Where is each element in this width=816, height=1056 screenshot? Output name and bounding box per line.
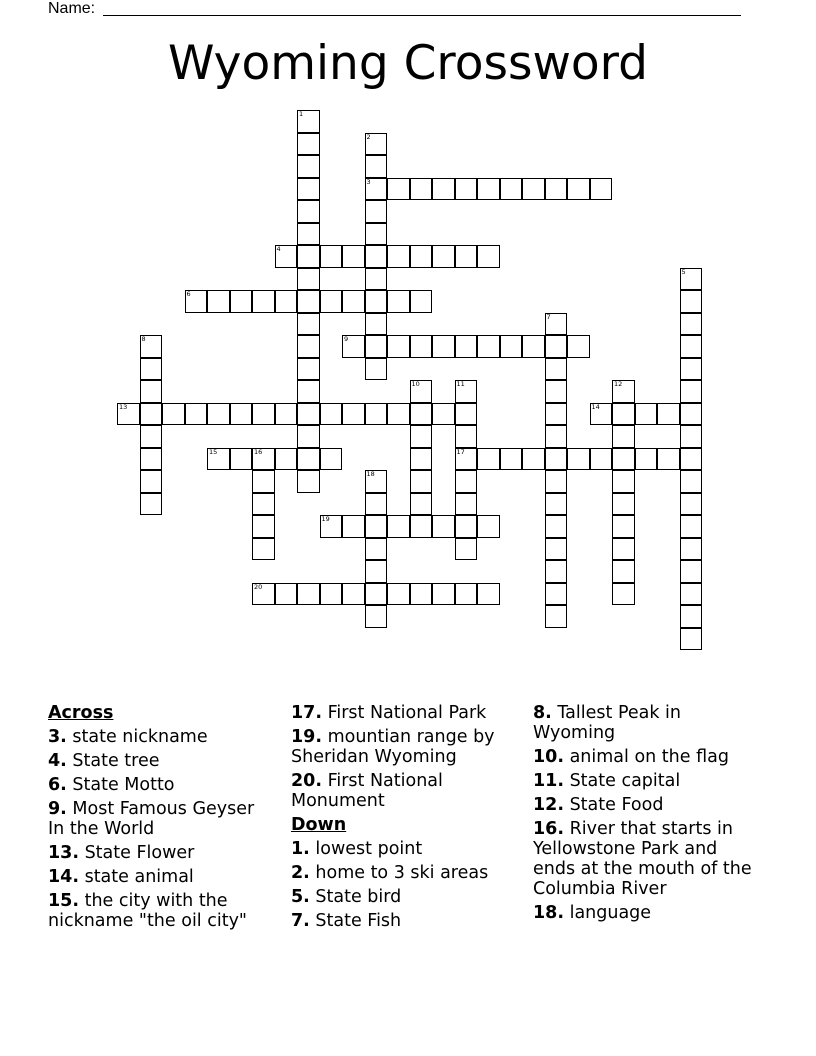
grid-cell[interactable] <box>455 493 478 516</box>
clue-number: 14 <box>591 402 600 411</box>
grid-cell[interactable] <box>545 425 568 448</box>
clue-number-label: 1. <box>291 839 310 859</box>
grid-cell[interactable] <box>522 448 545 471</box>
across-heading: Across <box>48 703 114 723</box>
grid-cell[interactable] <box>522 178 545 201</box>
clue-number-label: 7. <box>291 911 310 931</box>
clue-text: state nickname <box>66 727 208 747</box>
grid-cell[interactable] <box>297 110 320 133</box>
grid-cell[interactable] <box>545 335 568 358</box>
grid-cell[interactable] <box>455 448 478 471</box>
grid-cell[interactable] <box>545 605 568 628</box>
grid-cell[interactable] <box>612 538 635 561</box>
grid-cell[interactable] <box>140 403 163 426</box>
grid-cell[interactable] <box>365 470 388 493</box>
grid-cell[interactable] <box>117 403 140 426</box>
grid-cell[interactable] <box>432 583 455 606</box>
grid-cell[interactable] <box>365 200 388 223</box>
grid-cell[interactable] <box>612 493 635 516</box>
grid-cell[interactable] <box>432 335 455 358</box>
grid-cell[interactable] <box>140 358 163 381</box>
grid-cell[interactable] <box>140 470 163 493</box>
grid-cell[interactable] <box>410 380 433 403</box>
clue-item <box>533 703 758 743</box>
grid-cell[interactable] <box>387 290 410 313</box>
grid-cell[interactable] <box>455 245 478 268</box>
grid-cell[interactable] <box>680 515 703 538</box>
grid-cell[interactable] <box>252 448 275 471</box>
clue-text: state animal <box>79 867 194 887</box>
name-label: Name: <box>48 0 96 17</box>
grid-cell[interactable] <box>612 403 635 426</box>
grid-cell[interactable] <box>387 335 410 358</box>
clue-item <box>48 891 273 931</box>
grid-cell[interactable] <box>207 403 230 426</box>
grid-cell[interactable] <box>365 560 388 583</box>
clue-number-label: 8. <box>533 703 552 723</box>
grid-cell[interactable] <box>680 313 703 336</box>
clue-item <box>48 775 273 795</box>
clue-number-label: 16. <box>533 819 565 839</box>
clue-number: 2 <box>366 132 371 141</box>
across-clue-list <box>48 727 273 931</box>
down-heading: Down <box>291 815 347 835</box>
clue-text: home to 3 ski areas <box>309 863 489 883</box>
clue-item <box>291 771 516 811</box>
grid-cell[interactable] <box>455 178 478 201</box>
clue-number-label: 12. <box>533 795 565 815</box>
grid-cell[interactable] <box>365 493 388 516</box>
grid-cell[interactable] <box>455 470 478 493</box>
clues-column-3 <box>533 703 758 927</box>
grid-cell[interactable] <box>275 290 298 313</box>
grid-cell[interactable] <box>500 448 523 471</box>
grid-cell[interactable] <box>612 515 635 538</box>
grid-cell[interactable] <box>252 290 275 313</box>
clue-item <box>48 751 273 771</box>
grid-cell[interactable] <box>185 403 208 426</box>
clue-number: 3 <box>366 177 371 186</box>
clue-number: 10 <box>411 380 420 388</box>
clue-number-label: 10. <box>533 747 565 767</box>
clue-item <box>48 727 273 747</box>
grid-cell[interactable] <box>297 223 320 246</box>
grid-cell[interactable] <box>252 470 275 493</box>
grid-cell[interactable] <box>320 515 343 538</box>
grid-cell[interactable] <box>365 313 388 336</box>
grid-cell[interactable] <box>545 380 568 403</box>
grid-cell[interactable] <box>680 425 703 448</box>
clue-text: lowest point <box>309 839 423 859</box>
clue-item <box>48 799 273 839</box>
grid-cell[interactable] <box>297 583 320 606</box>
clue-number-label: 18. <box>533 903 565 923</box>
grid-cell[interactable] <box>297 245 320 268</box>
grid-cell[interactable] <box>342 515 365 538</box>
grid-cell[interactable] <box>545 470 568 493</box>
grid-cell[interactable] <box>230 403 253 426</box>
grid-cell[interactable] <box>635 403 658 426</box>
page-title: Wyoming Crossword <box>168 36 648 91</box>
grid-cell[interactable] <box>140 335 163 358</box>
grid-cell[interactable] <box>297 470 320 493</box>
grid-cell[interactable] <box>477 448 500 471</box>
down-clue-list <box>291 839 516 931</box>
clue-item <box>291 703 516 723</box>
grid-cell[interactable] <box>365 178 388 201</box>
clue-number-label: 5. <box>291 887 310 907</box>
clue-text: State Fish <box>309 911 402 931</box>
across-clue-list-continued <box>291 703 516 811</box>
grid-cell[interactable] <box>455 335 478 358</box>
grid-cell[interactable] <box>612 425 635 448</box>
grid-cell[interactable] <box>365 605 388 628</box>
grid-cell[interactable] <box>230 448 253 471</box>
grid-cell[interactable] <box>297 268 320 291</box>
grid-cell[interactable] <box>275 403 298 426</box>
grid-cell[interactable] <box>410 335 433 358</box>
grid-cell[interactable] <box>297 290 320 313</box>
grid-cell[interactable] <box>342 583 365 606</box>
grid-cell[interactable] <box>297 380 320 403</box>
clue-number: 1 <box>299 110 304 118</box>
grid-cell[interactable] <box>612 448 635 471</box>
clue-text: State Flower <box>79 843 195 863</box>
grid-cell[interactable] <box>320 583 343 606</box>
grid-cell[interactable] <box>297 155 320 178</box>
clue-number: 5 <box>681 267 686 276</box>
down-clue-list-continued <box>533 703 758 923</box>
grid-cell[interactable] <box>680 560 703 583</box>
grid-cell[interactable] <box>140 425 163 448</box>
clue-text: Tallest Peak in Wyoming <box>533 703 682 743</box>
clue-number: 17 <box>456 447 465 456</box>
clue-item <box>48 867 273 887</box>
grid-cell[interactable] <box>410 245 433 268</box>
grid-cell[interactable] <box>252 583 275 606</box>
grid-cell[interactable] <box>432 403 455 426</box>
grid-cell[interactable] <box>680 538 703 561</box>
grid-cell[interactable] <box>365 155 388 178</box>
grid-cell[interactable] <box>545 448 568 471</box>
grid-cell[interactable] <box>320 290 343 313</box>
grid-cell[interactable] <box>387 403 410 426</box>
grid-cell[interactable] <box>297 178 320 201</box>
clue-item <box>533 819 758 899</box>
clue-number: 8 <box>141 335 146 343</box>
grid-cell[interactable] <box>297 313 320 336</box>
clue-number: 15 <box>209 447 218 456</box>
grid-cell[interactable] <box>432 515 455 538</box>
grid-cell[interactable] <box>365 335 388 358</box>
clue-item <box>48 843 273 863</box>
grid-cell[interactable] <box>590 178 613 201</box>
grid-cell[interactable] <box>185 290 208 313</box>
grid-cell[interactable] <box>522 335 545 358</box>
grid-cell[interactable] <box>140 380 163 403</box>
clue-number-label: 20. <box>291 771 323 791</box>
grid-cell[interactable] <box>387 245 410 268</box>
grid-cell[interactable] <box>297 403 320 426</box>
grid-cell[interactable] <box>297 358 320 381</box>
grid-cell[interactable] <box>140 493 163 516</box>
grid-cell[interactable] <box>297 335 320 358</box>
clue-number-label: 15. <box>48 891 80 911</box>
grid-cell[interactable] <box>567 178 590 201</box>
grid-cell[interactable] <box>545 358 568 381</box>
grid-cell[interactable] <box>342 335 365 358</box>
grid-cell[interactable] <box>207 290 230 313</box>
grid-cell[interactable] <box>567 335 590 358</box>
grid-cell[interactable] <box>275 245 298 268</box>
grid-cell[interactable] <box>140 448 163 471</box>
grid-cell[interactable] <box>545 583 568 606</box>
grid-cell[interactable] <box>680 493 703 516</box>
grid-cell[interactable] <box>680 470 703 493</box>
grid-cell[interactable] <box>410 448 433 471</box>
clue-item <box>291 727 516 767</box>
grid-cell[interactable] <box>297 133 320 156</box>
clue-number: 6 <box>186 290 191 298</box>
clue-text: River that starts in Yellowstone Park and ends at the mouth of the Columbia River <box>533 819 752 899</box>
clue-number: 19 <box>321 515 330 523</box>
clue-number-label: 14. <box>48 867 80 887</box>
clue-number: 11 <box>456 380 465 388</box>
grid-cell[interactable] <box>680 290 703 313</box>
grid-cell[interactable] <box>320 403 343 426</box>
grid-cell[interactable] <box>680 403 703 426</box>
grid-cell[interactable] <box>387 515 410 538</box>
clue-item <box>291 839 516 859</box>
grid-cell[interactable] <box>365 403 388 426</box>
clue-number-label: 11. <box>533 771 565 791</box>
grid-cell[interactable] <box>680 358 703 381</box>
grid-cell[interactable] <box>545 403 568 426</box>
grid-cell[interactable] <box>657 448 680 471</box>
grid-cell[interactable] <box>410 403 433 426</box>
grid-cell[interactable] <box>545 515 568 538</box>
clue-text: State Motto <box>66 775 175 795</box>
grid-cell[interactable] <box>680 380 703 403</box>
grid-cell[interactable] <box>680 583 703 606</box>
grid-cell[interactable] <box>657 403 680 426</box>
grid-cell[interactable] <box>365 583 388 606</box>
clue-item <box>291 911 516 931</box>
grid-cell[interactable] <box>342 290 365 313</box>
clue-text: First National Park <box>322 703 487 723</box>
grid-cell[interactable] <box>680 448 703 471</box>
grid-cell[interactable] <box>477 178 500 201</box>
grid-cell[interactable] <box>612 470 635 493</box>
grid-cell[interactable] <box>207 448 230 471</box>
clue-text: First National Monument <box>291 771 443 811</box>
grid-cell[interactable] <box>455 403 478 426</box>
grid-cell[interactable] <box>252 493 275 516</box>
grid-cell[interactable] <box>432 245 455 268</box>
grid-cell[interactable] <box>500 178 523 201</box>
grid-cell[interactable] <box>500 335 523 358</box>
grid-cell[interactable] <box>365 268 388 291</box>
clue-number-label: 9. <box>48 799 67 819</box>
clue-text: State capital <box>564 771 681 791</box>
grid-cell[interactable] <box>252 538 275 561</box>
clue-number: 9 <box>344 335 349 343</box>
grid-cell[interactable] <box>612 560 635 583</box>
clue-text: language <box>564 903 652 923</box>
grid-cell[interactable] <box>455 538 478 561</box>
clue-number: 4 <box>276 245 281 253</box>
grid-cell[interactable] <box>297 448 320 471</box>
clue-text: the city with the nickname "the oil city" <box>48 891 247 931</box>
clue-text: mountian range by Sheridan Wyoming <box>291 727 495 767</box>
grid-cell[interactable] <box>590 448 613 471</box>
clue-number-label: 19. <box>291 727 323 747</box>
clue-number-label: 2. <box>291 863 310 883</box>
grid-cell[interactable] <box>342 245 365 268</box>
clue-number-label: 13. <box>48 843 80 863</box>
grid-cell[interactable] <box>365 358 388 381</box>
clue-number: 16 <box>254 447 263 456</box>
grid-cell[interactable] <box>230 290 253 313</box>
grid-cell[interactable] <box>365 133 388 156</box>
clue-text: State tree <box>66 751 160 771</box>
clue-number: 20 <box>254 582 263 591</box>
clue-item <box>291 887 516 907</box>
grid-cell[interactable] <box>297 200 320 223</box>
grid-cell[interactable] <box>680 628 703 651</box>
grid-cell[interactable] <box>590 403 613 426</box>
clue-text: State Food <box>564 795 664 815</box>
grid-cell[interactable] <box>162 403 185 426</box>
clues-column-2 <box>291 703 516 935</box>
clue-number: 13 <box>119 402 128 411</box>
grid-cell[interactable] <box>477 515 500 538</box>
clue-text: State bird <box>309 887 402 907</box>
grid-cell[interactable] <box>455 515 478 538</box>
grid-cell[interactable] <box>477 583 500 606</box>
grid-cell[interactable] <box>635 448 658 471</box>
clue-item <box>533 795 758 815</box>
grid-cell[interactable] <box>477 335 500 358</box>
grid-cell[interactable] <box>455 380 478 403</box>
grid-cell[interactable] <box>432 178 455 201</box>
grid-cell[interactable] <box>387 178 410 201</box>
grid-cell[interactable] <box>680 335 703 358</box>
grid-cell[interactable] <box>365 245 388 268</box>
grid-cell[interactable] <box>365 538 388 561</box>
clue-number-label: 17. <box>291 703 323 723</box>
grid-cell[interactable] <box>567 448 590 471</box>
clue-item <box>533 747 758 767</box>
grid-cell[interactable] <box>297 425 320 448</box>
grid-cell[interactable] <box>365 290 388 313</box>
grid-cell[interactable] <box>410 290 433 313</box>
clue-item <box>533 903 758 923</box>
grid-cell[interactable] <box>365 223 388 246</box>
grid-cell[interactable] <box>612 583 635 606</box>
grid-cell[interactable] <box>545 178 568 201</box>
grid-cell[interactable] <box>410 178 433 201</box>
grid-cell[interactable] <box>680 605 703 628</box>
clue-number: 7 <box>546 312 551 321</box>
grid-cell[interactable] <box>275 448 298 471</box>
grid-cell[interactable] <box>545 560 568 583</box>
grid-cell[interactable] <box>410 425 433 448</box>
grid-cell[interactable] <box>410 515 433 538</box>
clue-text: animal on the flag <box>564 747 729 767</box>
grid-cell[interactable] <box>342 403 365 426</box>
grid-cell[interactable] <box>545 313 568 336</box>
grid-cell[interactable] <box>680 268 703 291</box>
grid-cell[interactable] <box>545 493 568 516</box>
clue-number: 18 <box>366 470 375 478</box>
grid-cell[interactable] <box>410 493 433 516</box>
grid-cell[interactable] <box>455 583 478 606</box>
grid-cell[interactable] <box>545 538 568 561</box>
grid-cell[interactable] <box>320 448 343 471</box>
clue-number: 12 <box>614 380 623 388</box>
grid-cell[interactable] <box>252 515 275 538</box>
grid-cell[interactable] <box>410 583 433 606</box>
grid-cell[interactable] <box>612 380 635 403</box>
grid-cell[interactable] <box>252 403 275 426</box>
clue-number-label: 6. <box>48 775 67 795</box>
grid-cell[interactable] <box>320 245 343 268</box>
clue-item <box>291 863 516 883</box>
grid-cell[interactable] <box>477 245 500 268</box>
clue-text: Most Famous Geyser In the World <box>48 799 255 839</box>
grid-cell[interactable] <box>275 583 298 606</box>
grid-cell[interactable] <box>387 583 410 606</box>
grid-cell[interactable] <box>410 470 433 493</box>
clues-column-1 <box>48 703 273 935</box>
grid-cell[interactable] <box>455 425 478 448</box>
clue-number-label: 3. <box>48 727 67 747</box>
grid-cell[interactable] <box>365 515 388 538</box>
clue-item <box>533 771 758 791</box>
clue-number-label: 4. <box>48 751 67 771</box>
